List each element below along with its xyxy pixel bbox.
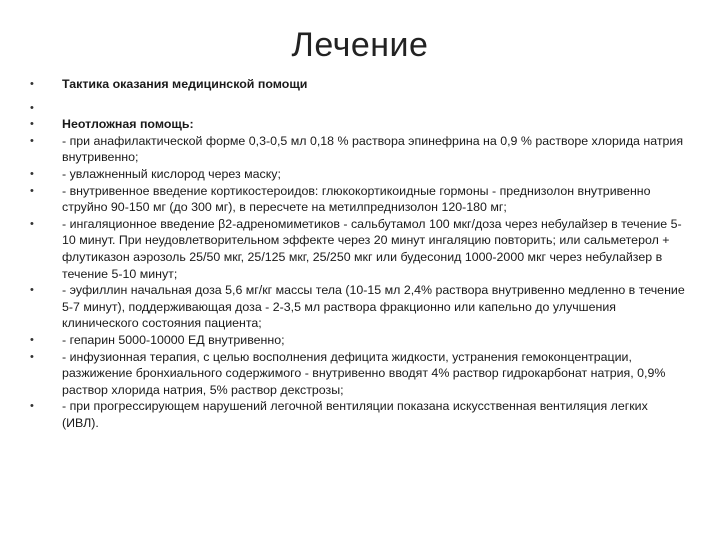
list-item xyxy=(28,332,688,349)
list-item xyxy=(28,349,688,399)
list-item xyxy=(28,116,688,133)
bullet-icon: • xyxy=(30,333,34,346)
bullet-icon: • xyxy=(30,118,34,131)
list-item-text: - гепарин 5000-10000 ЕД внутривенно; xyxy=(62,332,285,347)
bullet-icon: • xyxy=(30,101,34,114)
list-item-text: - ингаляционное введение β2-адреномиметиков - сальбутамол 100 мкг/доза через небулайзер в течение 5-10 минут. При неудовлетворительном эффекте через 20 минут ингаляцию повторить; или сальметерол + флутиказон аэрозоль 25/50 мкг, 25/125 мкг, 25/250 мкг или будесонид 1000-2000 мкг через небулайзер в течение 5-10 минут; xyxy=(62,216,682,281)
list-item xyxy=(28,166,688,183)
list-item-text: - эуфиллин начальная доза 5,6 мг/кг массы тела (10-15 мл 2,4% раствора внутривенно медленно в течение 5-7 минут), поддерживающая доза - 2-3,5 мл раствора фракционно или капельно до улучшения клинического состояния пациента; xyxy=(62,283,685,331)
list-item-text: Тактика оказания медицинской помощи xyxy=(62,77,308,91)
bullet-icon: • xyxy=(30,217,34,230)
bullet-list xyxy=(28,76,688,431)
list-item xyxy=(28,398,688,431)
list-item xyxy=(28,216,688,282)
list-item-text: Неотложная помощь: xyxy=(62,117,194,132)
slide-title: Лечение xyxy=(291,26,429,64)
list-item-text: - внутривенное введение кортикостероидов: глюкокортикоидные гормоны - преднизолон внутривенно струйно 90-150 мг (до 300 мг), в пересчете на метилпреднизолон 120-180 мг; xyxy=(62,183,651,215)
list-item xyxy=(28,76,688,93)
list-item xyxy=(28,183,688,216)
bullet-icon: • xyxy=(30,400,34,413)
list-item xyxy=(28,282,688,332)
bullet-icon: • xyxy=(30,134,34,147)
list-item xyxy=(28,133,688,166)
bullet-icon: • xyxy=(30,184,34,197)
bullet-icon: • xyxy=(30,284,34,297)
list-item-text: - при анафилактической форме 0,3-0,5 мл 0,18 % раствора эпинефрина на 0,9 % растворе хлорида натрия внутривенно; xyxy=(62,133,684,165)
bullet-icon: • xyxy=(30,167,34,180)
list-item-text: - увлажненный кислород через маску; xyxy=(62,166,281,181)
bullet-icon: • xyxy=(30,78,34,90)
bullet-icon: • xyxy=(30,350,34,363)
list-item xyxy=(28,100,688,117)
list-item-text: - при прогрессирующем нарушений легочной вентиляции показана искусственная вентиляция легких (ИВЛ). xyxy=(62,399,648,430)
list-item-text: - инфузионная терапия, с целью восполнения дефицита жидкости, устранения гемоконцентрации, разжижение бронхиального содержимого - внутривенно вводят 4% раствор гидрокарбонат натрия, 0,9% раствор хлорида натрия, 5% раствор декстрозы; xyxy=(62,349,666,397)
